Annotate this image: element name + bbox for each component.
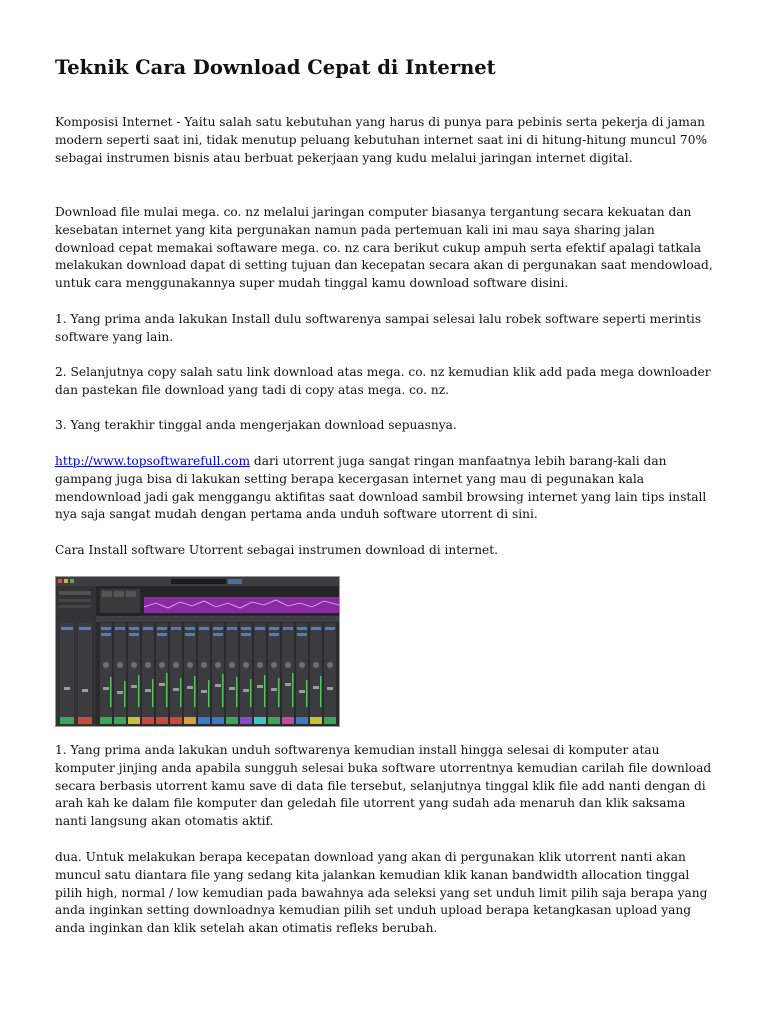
paragraph-install-heading: Cara Install software Utorrent sebagai instrumen download di internet. — [55, 543, 499, 557]
paragraph-step-1: 1. Yang prima anda lakukan Install dulu softwarenya sampai selesai lalu robek software seperti merintis software yang lain. — [55, 312, 702, 344]
paragraph-utorrent-text: dari utorrent juga sangat ringan manfaatnya lebih barang-kali dan gampang juga bisa di lakukan setting berapa kecergasan internet yang mau di pegunakan kala mendownload jadi gak menggangu aktifitas saat download sambil browsing internet yang lain tips install nya saja sangat mudah dengan pertama anda unduh software utorrent di sini. — [55, 454, 707, 522]
paragraph-intro: Komposisi Internet - Yaitu salah satu kebutuhan yang harus di punya para pebinis serta pekerja di jaman modern seperti saat ini, tidak menutup peluang kebutuhan internet saat ini di hitung-hitung muncul 70% sebagai instrumen bisnis atau berbuat pekerjaan yang kudu melalui jaringan internet digital. — [55, 115, 708, 165]
paragraph-step-3: 3. Yang terakhir tinggal anda mengerjakan download sepuasnya. — [55, 418, 457, 432]
paragraph-install-step-2: dua. Untuk melakukan berapa kecepatan download yang akan di pergunakan klik utorrent nanti akan muncul satu diantara file yang sedang kita jalankan kemudian klik kanan bandwidth allocation tinggal pilih high, normal / low kemudian pada bawahnya ada seleksi yang set unduh limit pilih saja berapa yang anda inginkan setting downloadnya kemudian pilih set unduh upload berapa ketangkasan upload yang anda inginkan dan klik setelah akan otimatis refleks berubah. — [55, 850, 708, 936]
paragraph-step-2: 2. Selanjutnya copy salah satu link download atas mega. co. nz kemudian klik add pada mega downloader dan pastekan file download yang tadi di copy atas mega. co. nz. — [55, 365, 711, 397]
paragraph-install-step-1: 1. Yang prima anda lakukan unduh softwarenya kemudian install hingga selesai di komputer atau komputer jinjing anda apabila sungguh selesai buka software utorrentnya kemudian carilah file download secara berbasis utorrent kamu save di data file tersebut, selanjutnya tinggal klik file add nanti dengan di arah kah ke dalam file komputer dan geledah file utorrent yang sudah ada menaruh dan klik saksama nanti langsung akan otomatis aktif. — [55, 743, 712, 829]
page-title: Teknik Cara Download Cepat di Internet — [55, 56, 496, 79]
software-screenshot-image — [55, 576, 340, 727]
topsoftwarefull-link[interactable]: http://www.topsoftwarefull.com — [55, 454, 251, 468]
paragraph-utorrent — [55, 453, 715, 524]
paragraph-mega-download: Download file mulai mega. co. nz melalui jaringan computer biasanya tergantung secara kekuatan dan kesebatan internet yang kita pergunakan namun pada pertemuan kali ini mau saya sharing jalan download cepat memakai softaware mega. co. nz cara berikut cukup ampuh serta efektif apalagi tatkala melakukan download dapat di setting tujuan dan kecepatan secara akan di pergunakan saat mendowload, untuk cara menggunakannya super mudah tinggal kamu download software disini. — [55, 205, 713, 291]
